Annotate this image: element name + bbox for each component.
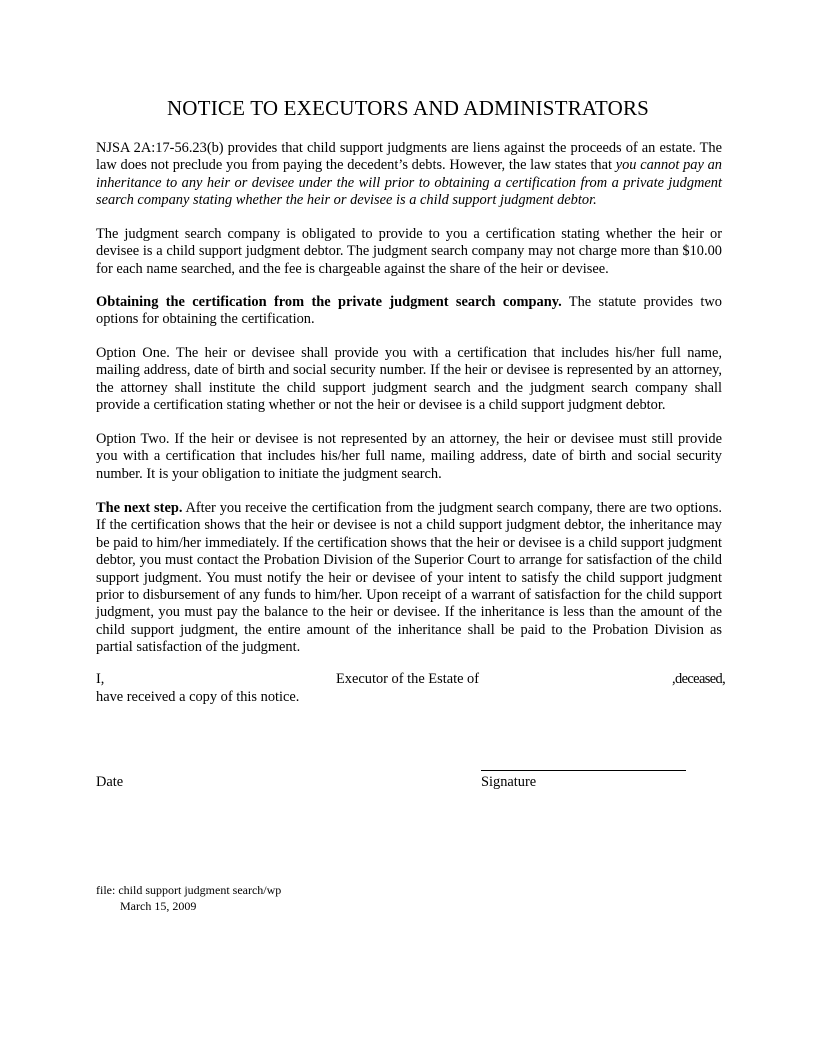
next-step-text: After you receive the certification from the judgment search company, there are two options. If the certification shows that the heir or devisee is not a child support judgment debtor, the inheritance may be paid to him/her immediately. If the certification shows that the heir or devisee is a child support judgment debtor, you must contact the Probation Division of the Superior Court to arrange for satisfaction of the child support judgment. You must notify the heir or devisee of your intent to satisfy the child support judgment prior to disbursement of any funds to him/her. Upon receipt of a warrant of satisfaction for the child support judgment, you must pay the balance to the heir or devisee. If the inheritance is less than the amount of the child support judgment, the entire amount of the inheritance shall be paid to the Probation Division as partial satisfaction of the judgment. <box>96 500 722 656</box>
ack-executor-label: Executor of the Estate of <box>336 671 480 687</box>
statute-text: NJSA 2A:17-56.23(b) provides that child support judgments are liens against the proceeds of an estate. The law does not preclude you from paying the decedent’s debts. However, the law states that <box>96 140 722 174</box>
obtaining-heading: Obtaining the certification from the private judgment search company. <box>96 294 562 310</box>
date-label: Date <box>96 774 124 790</box>
signature-line <box>481 770 686 771</box>
ack-i: I, <box>96 671 105 687</box>
footer-file: file: child support judgment search/wp <box>96 883 282 897</box>
paragraph-option-two: Option Two. If the heir or devisee is not represented by an attorney, the heir or devisee must still provide you with a certification that includes his/her full name, mailing address, date of birth and social security number. It is your obligation to initiate the judgment search. <box>96 431 722 482</box>
paragraph-statute <box>96 140 722 210</box>
paragraph-obtaining <box>96 294 722 329</box>
ack-received-text: have received a copy of this notice. <box>96 689 300 705</box>
statute-italic-text: you cannot pay an inheritance to any heir or devisee under the will prior to obtaining a certification from a private judgment search company stating whether the heir or devisee is a child support judgment debtor. <box>96 157 723 209</box>
obtaining-text: The statute provides two options for obtaining the certification. <box>96 294 722 328</box>
paragraph-option-one: Option One. The heir or devisee shall provide you with a certification that includes his/her full name, mailing address, date of birth and social security number. If the heir or devisee is represented by an attorney, the attorney shall institute the child support judgment search and the judgment search company shall provide a certification stating whether or not the heir or devisee is a child support judgment debtor. <box>96 345 722 414</box>
footer-date: March 15, 2009 <box>120 899 197 913</box>
paragraph-next-step <box>96 500 722 657</box>
signature-label: Signature <box>481 774 537 790</box>
paragraph-obligation: The judgment search company is obligated to provide to you a certification stating whether the heir or devisee is a child support judgment debtor. The judgment search company may not charge more than $10.00 for each name searched, and the fee is chargeable against the share of the heir or devisee. <box>96 226 722 277</box>
ack-deceased-label: ,deceased, <box>672 671 726 687</box>
page-title: NOTICE TO EXECUTORS AND ADMINISTRATORS <box>166 96 650 120</box>
next-step-heading: The next step. <box>96 500 183 516</box>
